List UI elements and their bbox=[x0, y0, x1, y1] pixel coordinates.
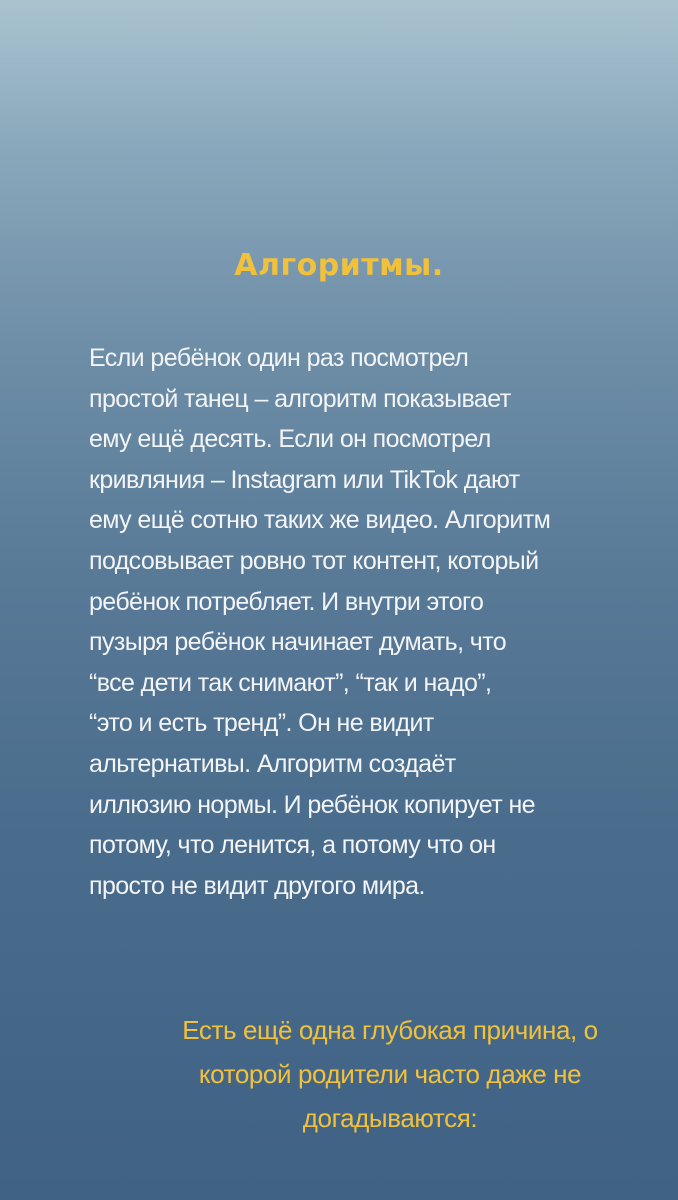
story-footer-text: Есть ещё одна глубокая причина, о которой родители часто даже не догадываются: bbox=[182, 1015, 598, 1133]
story-title: Алгоритмы. bbox=[234, 248, 444, 283]
story-body-text: Если ребёнок один раз посмотрел простой танец – алгоритм показывает ему ещё десять. Если он посмотрел кривляния – Instagram или TikTok дают ему ещё сотню таких же видео. Алгоритм подсовывает ровно тот контент, который ребёнок потребляет. И внутри этого пузыря ребёнок начинает думать, что “все дети так снимают”, “так и надо”, “это и есть тренд”. Он не видит альтернативы. Алгоритм создаёт иллюзию нормы. И ребёнок копирует не потому, что ленится, а потому что он просто не видит другого мира. bbox=[89, 344, 551, 900]
